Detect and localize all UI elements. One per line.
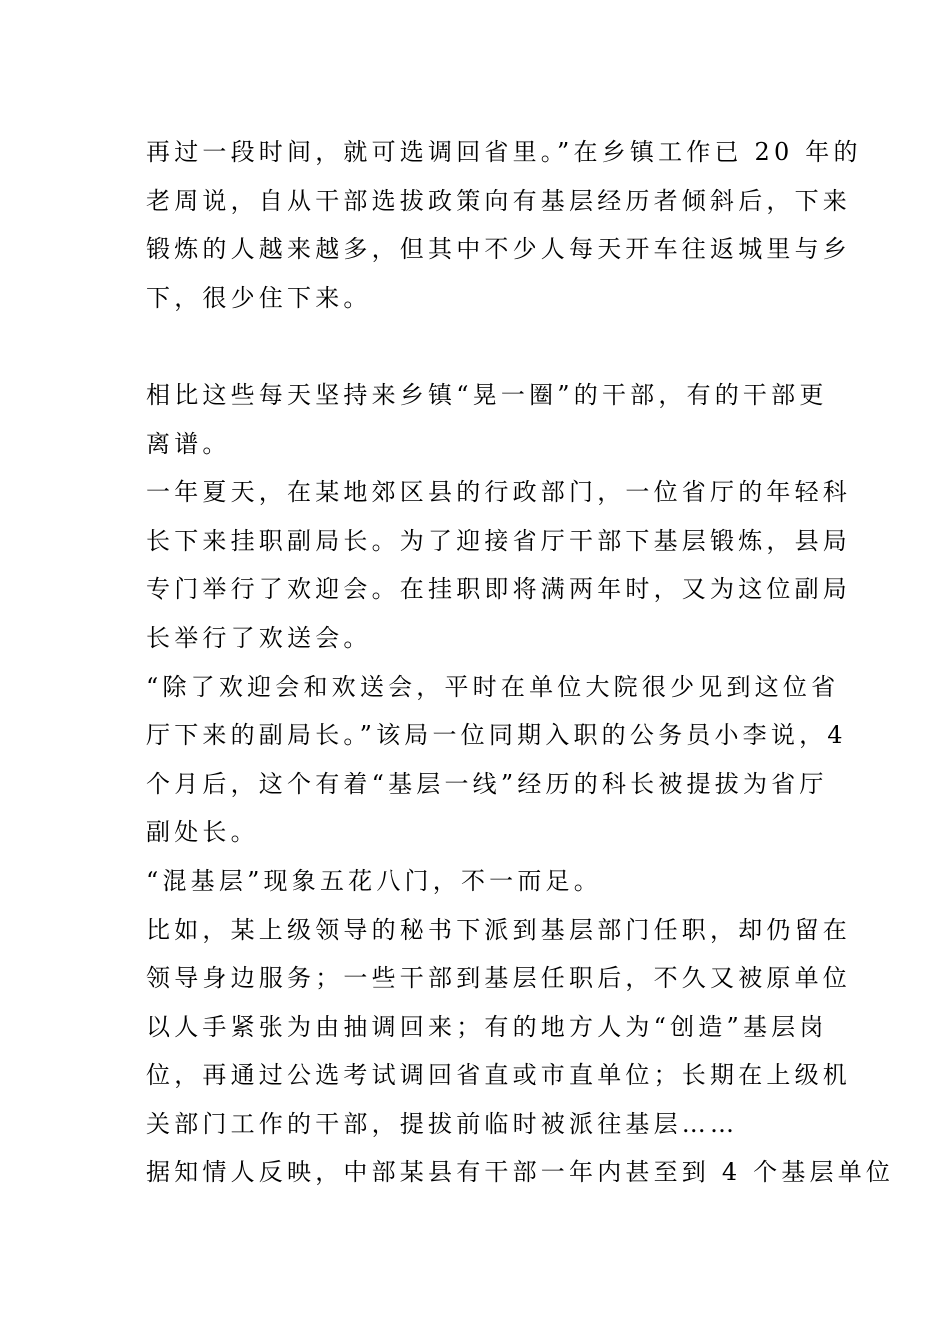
text-line: 长举行了欢送会。 bbox=[146, 623, 372, 652]
text-line: 老周说，自从干部选拔政策向有基层经历者倾斜后，下来 bbox=[146, 186, 851, 215]
text-line: 关部门工作的干部，提拔前临时被派往基层…… bbox=[146, 1109, 739, 1138]
text-line: 比如，某上级领导的秘书下派到基层部门任职，却仍留在 bbox=[146, 915, 851, 944]
text-line: 一年夏天，在某地郊区县的行政部门，一位省厅的年轻科 bbox=[146, 478, 851, 507]
text-line: 位，再通过公选考试调回省直或市直单位；长期在上级机 bbox=[146, 1061, 851, 1090]
text-line: “混基层”现象五花八门，不一而足。 bbox=[146, 866, 602, 895]
text-line: 据知情人反映，中部某县有干部一年内甚至到 4 个基层单位 bbox=[146, 1158, 895, 1187]
paragraph-5 bbox=[146, 857, 810, 906]
paragraph-7 bbox=[146, 1148, 895, 1197]
text-line: 以人手紧张为由抽调回来；有的地方人为“创造”基层岗 bbox=[146, 1012, 828, 1041]
paragraph-1 bbox=[146, 128, 862, 322]
paragraph-4 bbox=[146, 663, 847, 857]
paragraph-3 bbox=[146, 468, 851, 662]
text-line: 再过一段时间，就可选调回省里。”在乡镇工作已 20 年的 bbox=[146, 138, 862, 166]
text-line: 长下来挂职副局长。为了迎接省厅干部下基层锻炼，县局 bbox=[146, 526, 851, 555]
paragraph-6 bbox=[146, 906, 851, 1149]
text-line: 副处长。 bbox=[146, 818, 259, 847]
text-line: “除了欢迎会和欢送会，平时在单位大院很少见到这位省 bbox=[146, 672, 840, 701]
paragraph-spacer bbox=[146, 322, 810, 371]
text-line: 锻炼的人越来越多，但其中不少人每天开车往返城里与乡 bbox=[146, 235, 851, 264]
text-line: 专门举行了欢迎会。在挂职即将满两年时，又为这位副局 bbox=[146, 575, 851, 604]
text-line: 厅下来的副局长。”该局一位同期入职的公务员小李说，4 bbox=[146, 721, 847, 750]
text-line: 个月后，这个有着“基层一线”经历的科长被提拔为省厅 bbox=[146, 769, 828, 798]
document-body bbox=[146, 128, 895, 1197]
paragraph-2 bbox=[146, 371, 828, 468]
text-line: 领导身边服务；一些干部到基层任职后，不久又被原单位 bbox=[146, 964, 851, 993]
text-line: 离谱。 bbox=[146, 429, 231, 458]
text-line: 下，很少住下来。 bbox=[146, 283, 372, 312]
text-line: 相比这些每天坚持来乡镇“晃一圈”的干部，有的干部更 bbox=[146, 380, 828, 409]
